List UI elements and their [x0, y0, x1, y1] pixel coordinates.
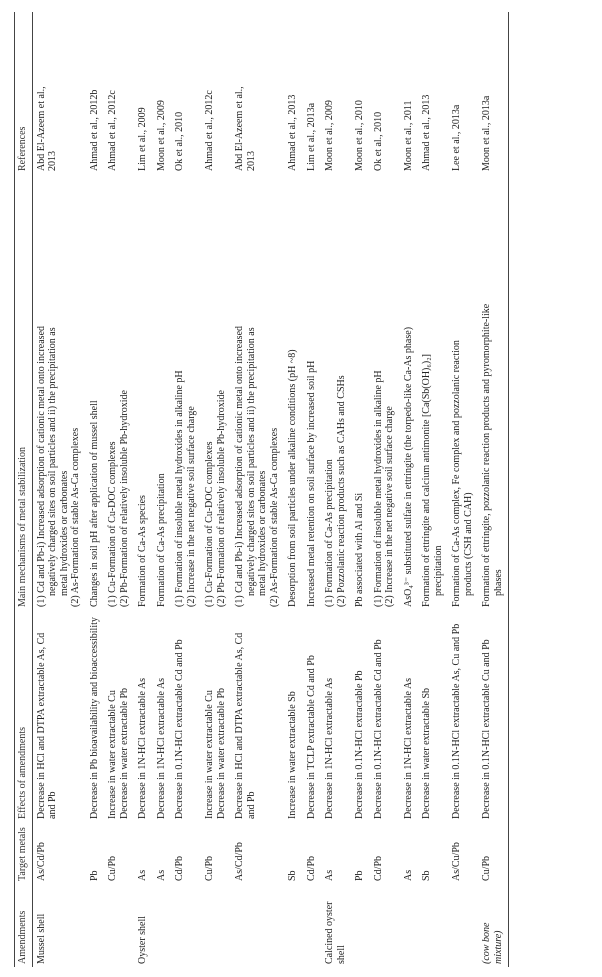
cell-amendment	[86, 884, 105, 967]
cell-effect	[104, 610, 134, 822]
cell-reference	[171, 12, 201, 174]
cell-mechanism	[104, 174, 134, 610]
reference-line: Lim et al., 2009	[137, 107, 148, 171]
cell-target-metal: Pb	[88, 870, 100, 881]
cell-mechanism	[86, 174, 105, 610]
mechanism-line: Increased metal retention on soil surface by increased soil pH	[305, 360, 317, 607]
effect-line: Decrease in 0.1N-HCl extractable Cu and Pb	[481, 639, 492, 819]
cell-amendment	[284, 884, 303, 967]
mechanism-line: Formation of Ca-As species	[137, 495, 148, 607]
cell-target-metal: Cu/Pb	[204, 855, 215, 881]
cell-mechanism	[418, 174, 448, 610]
mechanism-line: (2) Increase in the net negative soil surface charge	[185, 406, 197, 607]
mechanism-line: (1) Formation of Ca-As precipitation	[324, 459, 335, 607]
header-row	[15, 12, 33, 967]
cell-target-metal: As	[324, 869, 335, 881]
reference-line: Ok et al., 2010	[174, 111, 185, 171]
table-row	[351, 12, 370, 967]
reference-line: 2013	[245, 151, 257, 171]
mechanism-line: Formation of Ca-As complex, Fe complex and pozzolanic reaction	[451, 340, 462, 607]
cell-mechanism	[303, 174, 322, 610]
effect-line: Decrease in 1N-HCl extractable As	[324, 677, 335, 819]
cell-effect	[134, 610, 153, 822]
effect-line: Increase in water extractable Cu	[107, 690, 118, 819]
effect-line: Decrease in water extractable Pb	[215, 687, 227, 819]
cell-effect	[201, 610, 231, 822]
cell-reference	[303, 12, 322, 174]
cell-amendment	[418, 884, 448, 967]
effect-line: Decrease in HCl and DTPA extractable As, Cd	[35, 632, 47, 819]
cell-effect	[321, 610, 351, 822]
mechanism-line: Formation of ettringite, pozzolanic reaction products and pyromorphite-like	[481, 303, 492, 607]
cell-effect	[86, 610, 105, 822]
table-row	[370, 12, 400, 967]
header-references: References	[15, 12, 33, 174]
cell-reference	[153, 12, 172, 174]
cell-amendment	[351, 884, 370, 967]
cell-amendment	[448, 884, 478, 967]
effect-line: and Pb	[47, 791, 58, 819]
cell-effect	[478, 610, 509, 822]
mechanism-line: (1) Cd and Pb-i) Increased adsorption of cationic metal onto increased	[234, 325, 245, 607]
cell-target-metal: Cu/Pb	[107, 855, 118, 881]
mechanism-line: (2) Pb-Formation of relatively insoluble Pb-hydroxide	[118, 390, 130, 607]
mechanism-line: products (CSH and CAH)	[462, 492, 474, 596]
cell-reference	[201, 12, 231, 174]
header-effects: Effects of amendments	[15, 610, 33, 822]
reference-line: Moon et al., 2009	[324, 100, 335, 171]
table-row	[478, 12, 509, 967]
cell-reference	[448, 12, 478, 174]
cell-reference	[370, 12, 400, 174]
cell-target-metal: As/Cd/Pb	[35, 842, 47, 881]
cell-effect	[370, 610, 400, 822]
reference-line: Ahmad et al., 2013	[421, 94, 432, 171]
cell-reference	[400, 12, 419, 174]
cell-reference	[134, 12, 153, 174]
mechanism-line: Desorption from soil particles under alkaline conditions (pH ~8)	[287, 349, 298, 607]
cell-amendment: Calcined oyster shell	[324, 901, 347, 964]
reference-line: Lee et al., 2013a	[451, 104, 462, 171]
cell-mechanism	[153, 174, 172, 610]
reference-line: Ahmad et al., 2012c	[107, 90, 118, 171]
cell-target-metal: Cd/Pb	[174, 855, 185, 881]
effect-line: Decrease in 0.1N-HCl extractable Cd and Pb	[372, 639, 384, 819]
mechanism-line: precipitation	[432, 545, 444, 596]
mechanism-line: (2) As-Formation of stable As-Ca complexes	[70, 427, 81, 607]
cell-reference	[321, 12, 351, 174]
reference-line: Ok et al., 2010	[372, 111, 384, 171]
cell-target-metal: Sb	[421, 870, 432, 881]
cell-mechanism	[171, 174, 201, 610]
cell-reference	[418, 12, 448, 174]
effect-line: Decrease in HCl and DTPA extractable As, Cd	[234, 632, 245, 819]
cell-reference	[231, 12, 284, 174]
mechanism-line: metal hydroxides or carbonates	[58, 470, 70, 596]
cell-reference	[351, 12, 370, 174]
mechanism-line: (1) Cu-Formation of Cu-DOC complexes	[204, 441, 215, 607]
table-row	[400, 12, 419, 967]
cell-target-metal: As/Cu/Pb	[451, 842, 462, 881]
cell-effect	[448, 610, 478, 822]
reference-line: Moon et al., 2010	[354, 100, 365, 171]
mechanism-line: (2) Pb-Formation of relatively insoluble Pb-hydroxide	[215, 390, 227, 607]
cell-mechanism	[231, 174, 284, 610]
effect-line: Decrease in 0.1N-HCl extractable As, Cu and Pb	[451, 623, 462, 819]
cell-effect	[303, 610, 322, 822]
cell-amendment	[370, 884, 400, 967]
table-row	[86, 12, 105, 967]
cell-mechanism	[134, 174, 153, 610]
effect-line: Decrease in TCLP extractable Cd and Pb	[305, 655, 317, 819]
cell-mechanism	[201, 174, 231, 610]
mechanism-line: (1) Cd and Pb-i) Increased adsorption of cationic metal onto increased	[35, 325, 47, 607]
cell-amendment	[104, 884, 134, 967]
reference-line: Ahmad et al., 2012c	[204, 90, 215, 171]
effect-line: and Pb	[245, 791, 257, 819]
mechanism-line: metal hydroxides or carbonates	[257, 470, 268, 596]
cell-amendment: (cow bone mixture)	[478, 884, 509, 967]
reference-line: Moon et al., 2013a	[481, 95, 492, 171]
mechanism-line: Formation of ettringite and calcium antimonite [Ca(Sb(OH)₆)₂]	[421, 353, 432, 607]
mechanism-line: (1) Cu-Formation of Cu-DOC complexes	[107, 441, 118, 607]
table-row	[321, 12, 351, 967]
cell-reference	[86, 12, 105, 174]
table-row	[448, 12, 478, 967]
cell-effect	[32, 610, 86, 822]
mechanism-line: Changes in soil pH after application of mussel shell	[88, 400, 100, 607]
cell-amendment	[171, 884, 201, 967]
cell-target-metal: Pb	[354, 870, 365, 881]
effect-line: Increase in water extractable Sb	[287, 691, 298, 819]
cell-reference	[104, 12, 134, 174]
cell-effect	[153, 610, 172, 822]
mechanism-line: Pb associated with Al and Si	[354, 492, 365, 607]
cell-effect	[171, 610, 201, 822]
cell-target-metal: Sb	[287, 870, 298, 881]
cell-target-metal: As	[155, 869, 167, 881]
cell-amendment	[231, 884, 284, 967]
cell-mechanism	[478, 174, 509, 610]
cell-reference	[32, 12, 86, 174]
cell-mechanism	[32, 174, 86, 610]
reference-line: 2013	[47, 151, 58, 171]
cell-effect	[418, 610, 448, 822]
cell-target-metal: Cd/Pb	[372, 855, 384, 881]
cell-effect	[231, 610, 284, 822]
cell-mechanism	[284, 174, 303, 610]
cell-reference	[284, 12, 303, 174]
effect-line: Decrease in 1N-HCl extractable As	[155, 677, 167, 819]
table-row	[134, 12, 153, 967]
mechanism-line: AsO₄³⁻ substituted sulfate in ettringite (the torpedo-like Ca-As phase)	[402, 326, 414, 607]
cell-target-metal: As	[402, 869, 414, 881]
cell-target-metal: As/Cd/Pb	[234, 842, 245, 881]
header-mechanisms: Main mechanisms of metal stabilization	[15, 174, 33, 610]
mechanism-line: (2) Pozzolanic reaction products such as CAHs and CSHs	[335, 375, 347, 607]
cell-effect	[400, 610, 419, 822]
cell-amendment	[400, 884, 419, 967]
table-row	[418, 12, 448, 967]
effect-line: Increase in water extractable Cu	[204, 690, 215, 819]
effect-line: Decrease in 1N-HCl extractable As	[137, 677, 148, 819]
reference-line: Abd El-Azeem et al.,	[234, 86, 245, 171]
reference-line: Ahmad et al., 2013	[287, 94, 298, 171]
reference-line: Lim et al., 2013a	[305, 102, 317, 171]
effect-line: Decrease in water extractable Sb	[421, 687, 432, 819]
cell-mechanism	[400, 174, 419, 610]
effect-line: Decrease in 0.1N-HCl extractable Cd and Pb	[174, 639, 185, 819]
amendments-table	[14, 12, 509, 967]
header-target-metals: Target metals	[15, 822, 33, 884]
cell-amendment	[153, 884, 172, 967]
cell-target-metal: Cu/Pb	[478, 822, 509, 884]
effect-line: Decrease in water extractable Pb	[118, 687, 130, 819]
cell-mechanism	[448, 174, 478, 610]
cell-amendment	[201, 884, 231, 967]
mechanism-line: negatively charged sites on soil particles and ii) the precipitation as	[47, 327, 58, 596]
cell-effect	[351, 610, 370, 822]
cell-mechanism	[321, 174, 351, 610]
reference-line: Abd El-Azeem et al.,	[35, 86, 47, 171]
cell-effect	[284, 610, 303, 822]
reference-line: Moon et al., 2011	[402, 100, 414, 171]
mechanism-line: negatively charged sites on soil particles and ii) the precipitation as	[245, 327, 257, 596]
header-amendments: Amendments	[15, 884, 33, 967]
cell-amendment	[303, 884, 322, 967]
table-row	[104, 12, 134, 967]
table-row	[153, 12, 172, 967]
effect-line: Decrease in 1N-HCl extractable As	[402, 677, 414, 819]
mechanism-line: (1) Formation of insoluble metal hydroxides in alkaline pH	[174, 370, 185, 607]
cell-amendment: Mussel shell	[35, 913, 47, 964]
cell-target-metal: As	[137, 869, 148, 881]
mechanism-line: phases	[492, 569, 504, 596]
cell-reference	[478, 12, 509, 174]
mechanism-line: Formation of Ca-As precipitation	[155, 473, 167, 607]
cell-mechanism	[370, 174, 400, 610]
cell-mechanism	[351, 174, 370, 610]
table-row	[171, 12, 201, 967]
table-row	[32, 12, 86, 967]
effect-line: Decrease in Pb bioavailability and bioaccessibility	[88, 617, 100, 819]
mechanism-line: (2) Increase in the net negative soil surface charge	[384, 406, 395, 607]
reference-line: Ahmad et al., 2012b	[88, 89, 100, 171]
table-row	[201, 12, 231, 967]
reference-line: Moon et al., 2009	[155, 100, 167, 171]
cell-target-metal: Cd/Pb	[305, 855, 317, 881]
cell-amendment: Oyster shell	[137, 915, 148, 964]
table-row	[231, 12, 284, 967]
mechanism-line: (2) As-Formation of stable As-Ca complexes	[268, 427, 280, 607]
effect-line: Decrease in 0.1N-HCl extractable Pb	[354, 670, 365, 819]
table-row	[303, 12, 322, 967]
mechanism-line: (1) Formation of insoluble metal hydroxides in alkaline pH	[372, 370, 384, 607]
table-row	[284, 12, 303, 967]
